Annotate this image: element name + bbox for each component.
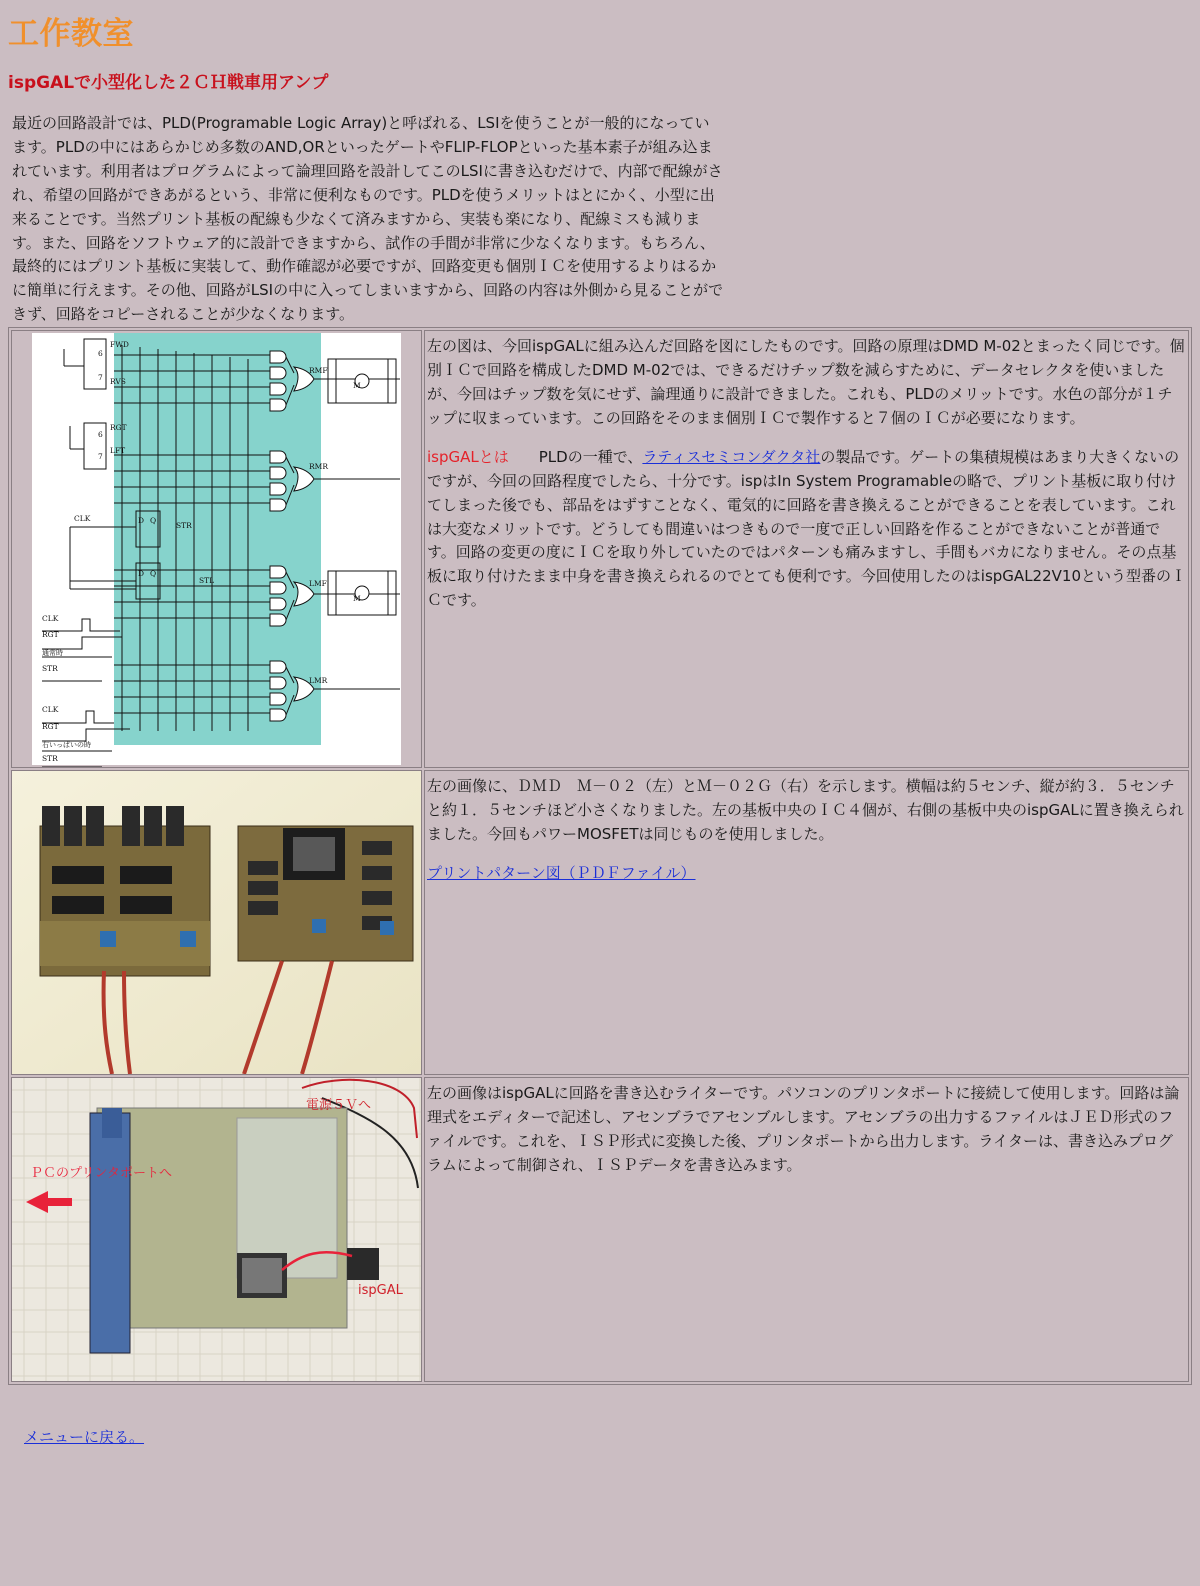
label-lft: LFT <box>110 446 126 456</box>
label-rmr: RMR <box>309 462 328 472</box>
table-row <box>11 1077 1189 1382</box>
label-str: STR <box>176 521 192 531</box>
page-subtitle: ispGALで小型化した２ＣＨ戦車用アンプ <box>8 73 329 93</box>
label-rgt: RGT <box>110 423 127 433</box>
board-photo-cell <box>11 770 422 1075</box>
page <box>8 12 1192 1385</box>
label-q2: Q <box>150 569 157 579</box>
page-title: 工作教室 <box>8 16 134 52</box>
writer-photo <box>12 1078 421 1381</box>
circuit-description: 左の図は、今回ispGALに組み込んだ回路を図にしたものです。回路の原理はDMD M-02とまったく同じです。個別ＩＣで回路を構成したDMD M-02では、できるだけチップ数を減らすために、データセレクタを使いましたが、今回はチップ数を気にせず、論理通りに設計できました。これも、PLDのメリットです。水色の部分が１チップに収まっています。この回路をそのまま個別ＩＣで製作すると７個のＩＣが必要になります。 <box>427 337 1185 427</box>
label-pin6a: 6 <box>98 349 103 359</box>
label-clk: CLK <box>74 514 91 524</box>
print-pattern-link[interactable]: プリントパターン図（ＰＤＦファイル） <box>427 863 696 882</box>
ispgal-description <box>427 446 1186 613</box>
table-row <box>11 330 1189 768</box>
label-fwd: FWD <box>110 340 129 350</box>
label-rvs: RVS <box>110 377 126 387</box>
timing2-note: 右いっぱいの時 <box>42 741 91 750</box>
board-description-cell <box>424 770 1189 1075</box>
label-pin7b: 7 <box>98 452 103 462</box>
label-motor-left: M <box>353 594 361 604</box>
label-lmr: LMR <box>309 676 328 686</box>
timing1-str: STR <box>42 664 58 674</box>
photo-label-chip: ispGAL <box>358 1283 403 1299</box>
content-table <box>8 327 1192 1385</box>
circuit-diagram <box>12 331 421 767</box>
writer-description: 左の画像はispGALに回路を書き込むライターです。パソコンのプリンタポートに接続して使用します。回路は論理式をエディターで記述し、アセンブラでアセンブルします。アセンブラの出力するファイルはＪＥＤ形式のファイルです。これを、ＩＳＰ形式に変換した後、プリンタポートから出力します。ライターは、書き込みプログラムによって制御され、ＩＳＰデータを書き込みます。 <box>427 1084 1180 1174</box>
photo-label-power: 電源５Ｖへ <box>306 1098 372 1114</box>
timing2-clk: CLK <box>42 705 59 715</box>
ispgal-term: ispGALとは <box>427 447 509 466</box>
board-m02 <box>40 806 210 976</box>
lattice-link[interactable]: ラティスセミコンダクタ社 <box>642 447 821 466</box>
table-row <box>11 770 1189 1075</box>
label-stl: STL <box>199 576 215 586</box>
label-d2: D <box>138 569 145 579</box>
label-q1: Q <box>150 516 157 526</box>
writer-description-cell <box>424 1077 1189 1382</box>
label-pin7a: 7 <box>98 373 103 383</box>
photo-label-pc-port: ＰＣのプリンタポートへ <box>30 1166 172 1182</box>
ispgal-text-a: PLDの一種で、 <box>508 447 643 466</box>
label-pin6b: 6 <box>98 430 103 440</box>
board-description: 左の画像に、ＤＭＤ Ｍ－０２（左）とＭ－０２Ｇ（右）を示します。横幅は約５センチ、縦が約３．５センチと約１．５センチほど小さくなりました。左の基板中央のＩＣ４個が、右側の基板中央のispGALに置き換えられました。今回もパワーMOSFETは同じものを使用しました。 <box>427 777 1184 843</box>
label-rmf: RMF <box>309 366 328 376</box>
writer-photo-cell <box>11 1077 422 1382</box>
timing2-str: STR <box>42 754 58 764</box>
label-lmf: LMF <box>309 579 327 589</box>
label-d1: D <box>138 516 145 526</box>
intro-paragraph: 最近の回路設計では、PLD(Programable Logic Array)と呼ばれる、LSIを使うことが一般的になっています。PLDの中にはあらかじめ多数のAND,ORといったゲートやFLIP-FLOPといった基本素子が組み込まれています。利用者はプログラムによって論理回路を設計してこのLSIに書き込むだけで、内部で配線がされ、希望の回路ができあがるという、非常に便利なものです。PLDを使うメリットはとにかく、小型に出来ることです。当然プリント基板の配線も少なくて済みますから、実装も楽になり、配線ミスも減ります。また、回路をソフトウェア的に設計できますから、試作の手間が非常に少なくなります。もちろん、最終的にはプリント基板に実装して、動作確認が必要ですが、回路変更も個別ＩＣを使用するよりはるかに簡単に行えます。その他、回路がLSIの中に入ってしまいますから、回路の内容は外側から見ることができず、回路をコピーされることが少なくなります。 <box>12 114 724 324</box>
timing1-clk: CLK <box>42 614 59 624</box>
timing1-rgt: RGT <box>42 630 59 640</box>
menu-return-link[interactable]: メニューに戻る。 <box>24 1428 145 1446</box>
print-pattern-paragraph <box>427 862 1186 886</box>
board-comparison-photo <box>12 771 421 1074</box>
circuit-description-cell <box>424 330 1189 768</box>
board-m02g <box>238 826 413 961</box>
label-motor-right: M <box>353 381 361 391</box>
timing1-note: 通常時 <box>42 649 63 658</box>
timing2-rgt: RGT <box>42 722 59 732</box>
circuit-diagram-cell <box>11 330 422 768</box>
ispgal-text-b: の製品です。ゲートの集積規模はあまり大きくないのですが、今回の回路程度でしたら、十分です。ispはIn System Programableの略で、プリント基板に取り付けてしまった後でも、部品をはずすことなく、電気的に回路を書き換えることができることを表しています。これは大変なメリットです。どうしても間違いはつきもので一度で正しい回路を作ることができないことが普通です。回路の変更の度にＩＣを取り外していたのではパターンも痛みますし、手間もバカになりません。その点基板に取り付けたまま中身を書き換えられるのでとても便利です。今回使用したのはispGAL22V10という型番のＩＣです。 <box>427 447 1186 610</box>
